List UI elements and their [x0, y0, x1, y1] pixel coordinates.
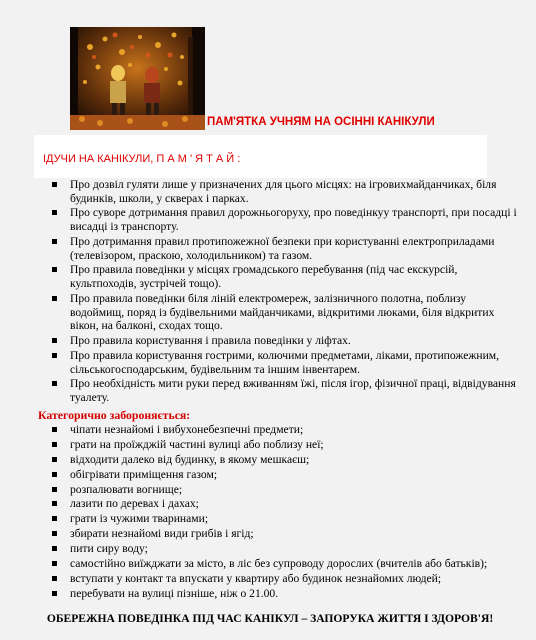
list-item: перебувати на вулиці пізніше, ніж о 21.00. — [48, 587, 518, 601]
bullet-icon — [52, 338, 57, 343]
list-item: Про правила користування і правила поведінки у ліфтах. — [48, 334, 518, 348]
list-item: Про необхідність мити руки перед вживанням їжі, після ігор, фізичної праці, відвідування туалету. — [48, 377, 518, 404]
list-item: Про правила користування гострими, колючими предметами, ліками, протипожежним, сільськогосподарським, будівельним та іншим інвентарем. — [48, 349, 518, 376]
remember-list — [48, 178, 518, 406]
bullet-icon — [52, 353, 57, 358]
bullet-icon — [52, 501, 57, 506]
remember-label: ІДУЧИ НА КАНІКУЛИ, П А М ' Я Т А Й : — [43, 153, 241, 165]
list-item: грати на проїжджій частині вулиці або поблизу неї; — [48, 438, 518, 452]
page-title: ПАМ'ЯТКА УЧНЯМ НА ОСІННІ КАНІКУЛИ — [207, 116, 435, 128]
bullet-icon — [52, 531, 57, 536]
footer-slogan: ОБЕРЕЖНА ПОВЕДІНКА ПІД ЧАС КАНІКУЛ – ЗАПОРУКА ЖИТТЯ І ЗДОРОВ'Я! — [46, 612, 494, 625]
list-item: Про правила поведінки у місцях громадського перебування (під час екскурсій, культпоходів, зустрічей тощо). — [48, 263, 518, 290]
bullet-icon — [52, 472, 57, 477]
list-item: самостійно виїжджати за місто, в ліс без супроводу дорослих (вчителів або батьків); — [48, 557, 518, 571]
bullet-icon — [52, 546, 57, 551]
autumn-children-photo — [70, 27, 205, 130]
bullet-icon — [52, 381, 57, 386]
list-item: відходити далеко від будинку, в якому мешкаєш; — [48, 453, 518, 467]
list-item: збирати незнайомі види грибів і ягід; — [48, 527, 518, 541]
bullet-icon — [52, 427, 57, 432]
list-item: пити сиру воду; — [48, 542, 518, 556]
prohibited-heading: Категорично забороняється: — [38, 408, 191, 422]
list-item: Про суворе дотримання правил дорожньогоруху, про поведінкуу транспорті, при посадці і висадці із транспорту. — [48, 206, 518, 233]
list-item: грати із чужими тваринами; — [48, 512, 518, 526]
bullet-icon — [52, 239, 57, 244]
list-item: лазити по деревах і дахах; — [48, 497, 518, 511]
bullet-icon — [52, 210, 57, 215]
bullet-icon — [52, 442, 57, 447]
bullet-icon — [52, 576, 57, 581]
bullet-icon — [52, 591, 57, 596]
bullet-icon — [52, 487, 57, 492]
prohibited-list — [48, 423, 518, 602]
bullet-icon — [52, 267, 57, 272]
list-item: обігрівати приміщення газом; — [48, 468, 518, 482]
bullet-icon — [52, 296, 57, 301]
list-item: вступати у контакт та впускати у квартиру або будинок незнайомих людей; — [48, 572, 518, 586]
list-item: Про дозвіл гуляти лише у призначених для цього місцях: на ігровихмайданчиках, біля будинків, школи, у скверах і парках. — [48, 178, 518, 205]
list-item: чіпати незнайомі і вибухонебезпечні предмети; — [48, 423, 518, 437]
bullet-icon — [52, 457, 57, 462]
list-item: Про дотримання правил протипожежної безпеки при користуванні електроприладами (телевізором, праскою, холодильником) та газом. — [48, 235, 518, 262]
bullet-icon — [52, 516, 57, 521]
list-item: Про правила поведінки біля ліній електромереж, залізничного полотна, поблизу водоймищ, поряд із будівельними майданчиками, відкритими люками, біля відкритих вікон, на балконі, сходах тощо. — [48, 292, 518, 333]
bullet-icon — [52, 561, 57, 566]
bullet-icon — [52, 182, 57, 187]
list-item: розпалювати вогнище; — [48, 483, 518, 497]
